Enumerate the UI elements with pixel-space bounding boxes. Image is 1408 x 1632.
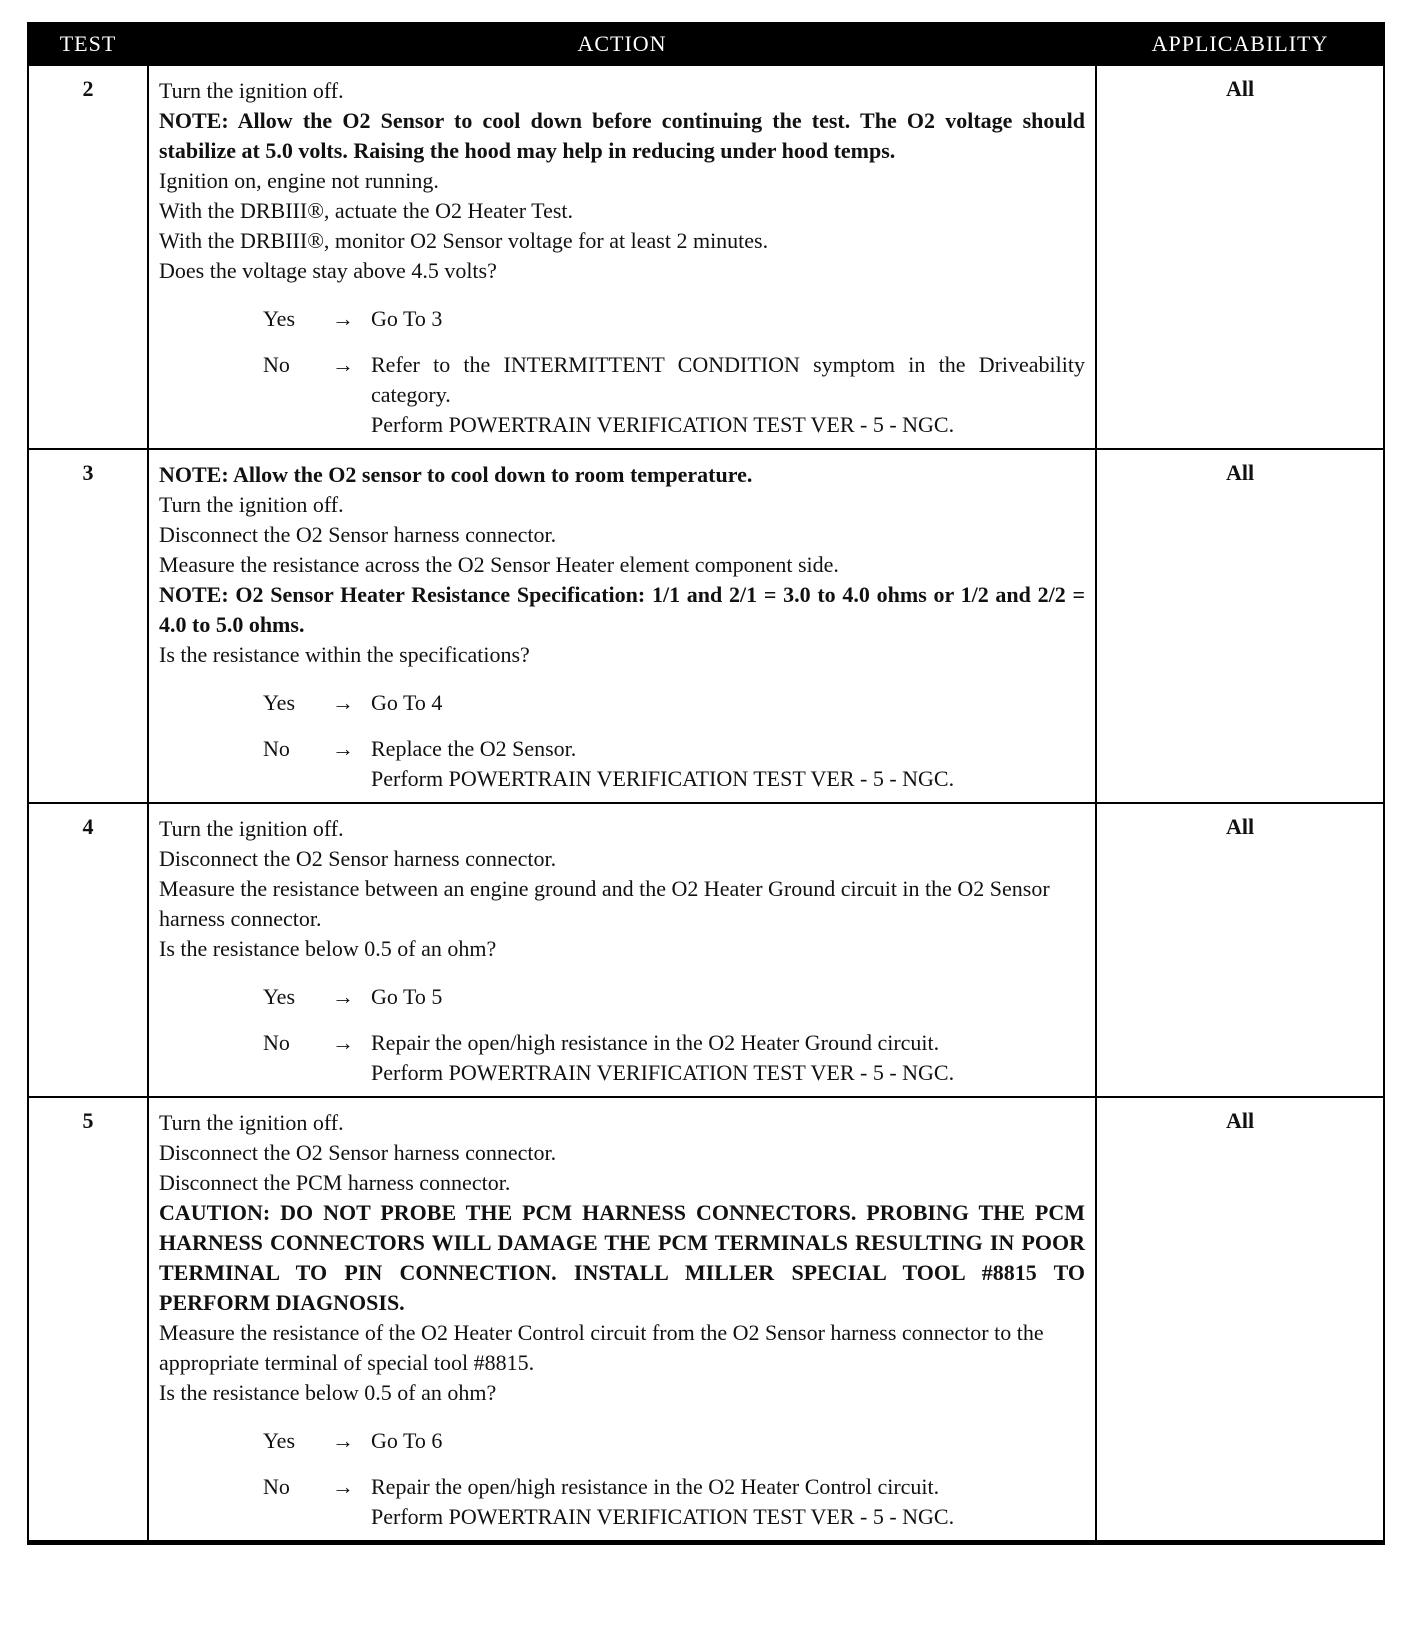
diagnostic-test-sheet [27, 22, 1383, 1545]
test-table [27, 22, 1385, 1545]
instruction-line: Turn the ignition off. [159, 1110, 344, 1135]
verification-test-line: Perform POWERTRAIN VERIFICATION TEST VER - 5 - NGC. [371, 1504, 955, 1529]
action-cell [148, 803, 1096, 1097]
yes-action-text [371, 304, 1085, 334]
yes-action-line: Go To 5 [371, 984, 443, 1009]
header-test: TEST [28, 23, 148, 65]
arrow-right-icon: → [332, 1428, 354, 1453]
test-number: 4 [28, 803, 148, 1097]
arrow-right-icon: → [332, 736, 354, 761]
verification-test-line: Perform POWERTRAIN VERIFICATION TEST VER - 5 - NGC. [371, 766, 955, 791]
no-action-line: Refer to the INTERMITTENT CONDITION symptom in the Driveability category. [371, 352, 1085, 407]
table-row [28, 449, 1384, 803]
instruction-line: Turn the ignition off. [159, 816, 344, 841]
no-label: No [263, 736, 290, 761]
instruction-line: Is the resistance within the specifications? [159, 642, 530, 667]
yes-label: Yes [263, 306, 296, 331]
instruction-line: Disconnect the PCM harness connector. [159, 1170, 511, 1195]
applicability-value: All [1096, 803, 1384, 1097]
instruction-line: Measure the resistance across the O2 Sensor Heater element component side. [159, 552, 839, 577]
instruction-line: With the DRBIII®, actuate the O2 Heater Test. [159, 198, 574, 223]
applicability-value: All [1096, 449, 1384, 803]
no-action-line: Repair the open/high resistance in the O2 Heater Ground circuit. [371, 1030, 940, 1055]
arrow-right-icon: → [332, 1030, 354, 1055]
table-row [28, 1097, 1384, 1543]
note-text: NOTE: Allow the O2 Sensor to cool down before continuing the test. The O2 voltage should stabilize at 5.0 volts. Raising the hood may help in reducing under hood temps. [159, 108, 1085, 163]
header-action: ACTION [148, 23, 1096, 65]
instruction-line: Turn the ignition off. [159, 492, 344, 517]
yes-label: Yes [263, 690, 296, 715]
yes-action-text [371, 688, 1085, 718]
instruction-line: Is the resistance below 0.5 of an ohm? [159, 936, 497, 961]
instruction-line: With the DRBIII®, monitor O2 Sensor voltage for at least 2 minutes. [159, 228, 769, 253]
verification-test-line: Perform POWERTRAIN VERIFICATION TEST VER - 5 - NGC. [371, 412, 955, 437]
yes-action-line: Go To 4 [371, 690, 443, 715]
yes-label: Yes [263, 984, 296, 1009]
arrow-right-icon: → [332, 352, 354, 377]
instruction-line: Disconnect the O2 Sensor harness connector. [159, 846, 557, 871]
verification-test-line: Perform POWERTRAIN VERIFICATION TEST VER - 5 - NGC. [371, 1060, 955, 1085]
no-action-text [371, 1472, 1085, 1532]
arrow-right-icon: → [332, 690, 354, 715]
no-action-text [371, 350, 1085, 440]
header-applicability: APPLICABILITY [1096, 23, 1384, 65]
no-response [263, 1472, 1085, 1532]
instruction-line: Measure the resistance between an engine ground and the O2 Heater Ground circuit in the O2 Sensor harness connector. [159, 876, 1050, 931]
table-row [28, 803, 1384, 1097]
yes-response [263, 1426, 1085, 1456]
table-row [28, 65, 1384, 449]
no-action-line: Repair the open/high resistance in the O2 Heater Control circuit. [371, 1474, 940, 1499]
yes-action-text [371, 1426, 1085, 1456]
yes-action-line: Go To 6 [371, 1428, 443, 1453]
header-row [28, 23, 1384, 65]
no-response [263, 350, 1085, 440]
instruction-line: Is the resistance below 0.5 of an ohm? [159, 1380, 497, 1405]
yes-action-text [371, 982, 1085, 1012]
no-label: No [263, 352, 290, 377]
arrow-right-icon: → [332, 306, 354, 331]
no-label: No [263, 1030, 290, 1055]
action-cell [148, 1097, 1096, 1543]
yes-response [263, 304, 1085, 334]
no-action-line: Replace the O2 Sensor. [371, 736, 577, 761]
test-number: 5 [28, 1097, 148, 1543]
test-number: 3 [28, 449, 148, 803]
instruction-line: Does the voltage stay above 4.5 volts? [159, 258, 497, 283]
instruction-line: Measure the resistance of the O2 Heater Control circuit from the O2 Sensor harness connector to the appropriate terminal of special tool #8815. [159, 1320, 1044, 1375]
note-text: NOTE: Allow the O2 sensor to cool down to room temperature. [159, 462, 753, 487]
no-response [263, 734, 1085, 794]
test-number: 2 [28, 65, 148, 449]
applicability-value: All [1096, 1097, 1384, 1543]
no-action-text [371, 1028, 1085, 1088]
yes-label: Yes [263, 1428, 296, 1453]
action-cell [148, 65, 1096, 449]
yes-response [263, 982, 1085, 1012]
action-cell [148, 449, 1096, 803]
arrow-right-icon: → [332, 984, 354, 1009]
yes-response [263, 688, 1085, 718]
instruction-line: Disconnect the O2 Sensor harness connector. [159, 522, 557, 547]
note-text: CAUTION: DO NOT PROBE THE PCM HARNESS CONNECTORS. PROBING THE PCM HARNESS CONNECTORS WILL DAMAGE THE PCM TERMINALS RESULTING IN POOR TERMINAL TO PIN CONNECTION. INSTALL MILLER SPECIAL TOOL #8815 TO PERFORM DIAGNOSIS. [159, 1200, 1085, 1315]
yes-action-line: Go To 3 [371, 306, 443, 331]
note-text: NOTE: O2 Sensor Heater Resistance Specification: 1/1 and 2/1 = 3.0 to 4.0 ohms or 1/2 and 2/2 = 4.0 to 5.0 ohms. [159, 582, 1085, 637]
instruction-line: Turn the ignition off. [159, 78, 344, 103]
arrow-right-icon: → [332, 1474, 354, 1499]
no-action-text [371, 734, 1085, 794]
applicability-value: All [1096, 65, 1384, 449]
no-label: No [263, 1474, 290, 1499]
no-response [263, 1028, 1085, 1088]
instruction-line: Disconnect the O2 Sensor harness connector. [159, 1140, 557, 1165]
instruction-line: Ignition on, engine not running. [159, 168, 439, 193]
